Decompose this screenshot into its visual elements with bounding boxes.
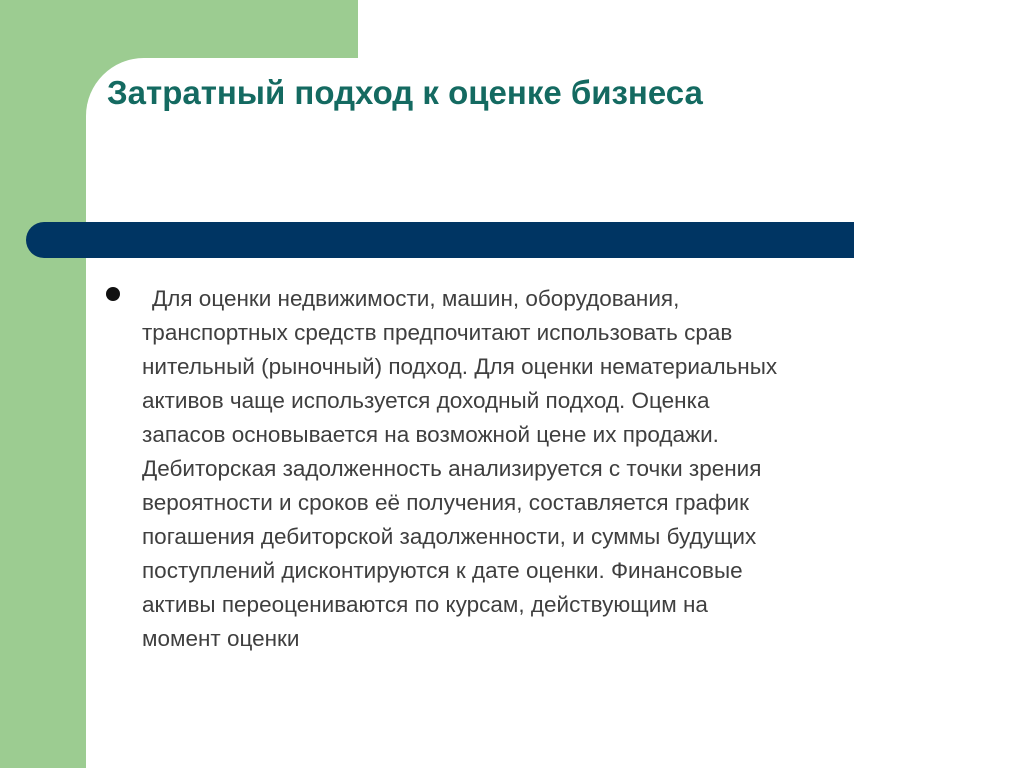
title-divider-bar: [26, 222, 854, 258]
body-line: погашения дебиторской задолженности, и суммы будущих: [142, 524, 757, 549]
body-line: момент оценки: [142, 626, 300, 651]
body-line: вероятности и сроков её получения, составляется график: [142, 490, 749, 515]
body-line: активы переоцениваются по курсам, действующим на: [142, 592, 708, 617]
body-line: транспортных средств предпочитают использовать срав: [142, 320, 733, 345]
body-line: Для оценки недвижимости, машин, оборудования,: [152, 286, 680, 311]
body-line: поступлений дисконтируются к дате оценки. Финансовые: [142, 558, 743, 583]
body-line: нительный (рыночный) подход. Для оценки нематериальных: [142, 354, 778, 379]
slide-title: Затратный подход к оценке бизнеса: [107, 74, 703, 111]
body-line: Дебиторская задолженность анализируется с точки зрения: [142, 456, 762, 481]
body-paragraph: [142, 282, 942, 656]
bullet-dot-icon: [106, 287, 120, 301]
body-line: запасов основывается на возможной цене их продажи.: [142, 422, 719, 447]
body-line: активов чаще используется доходный подход. Оценка: [142, 388, 710, 413]
